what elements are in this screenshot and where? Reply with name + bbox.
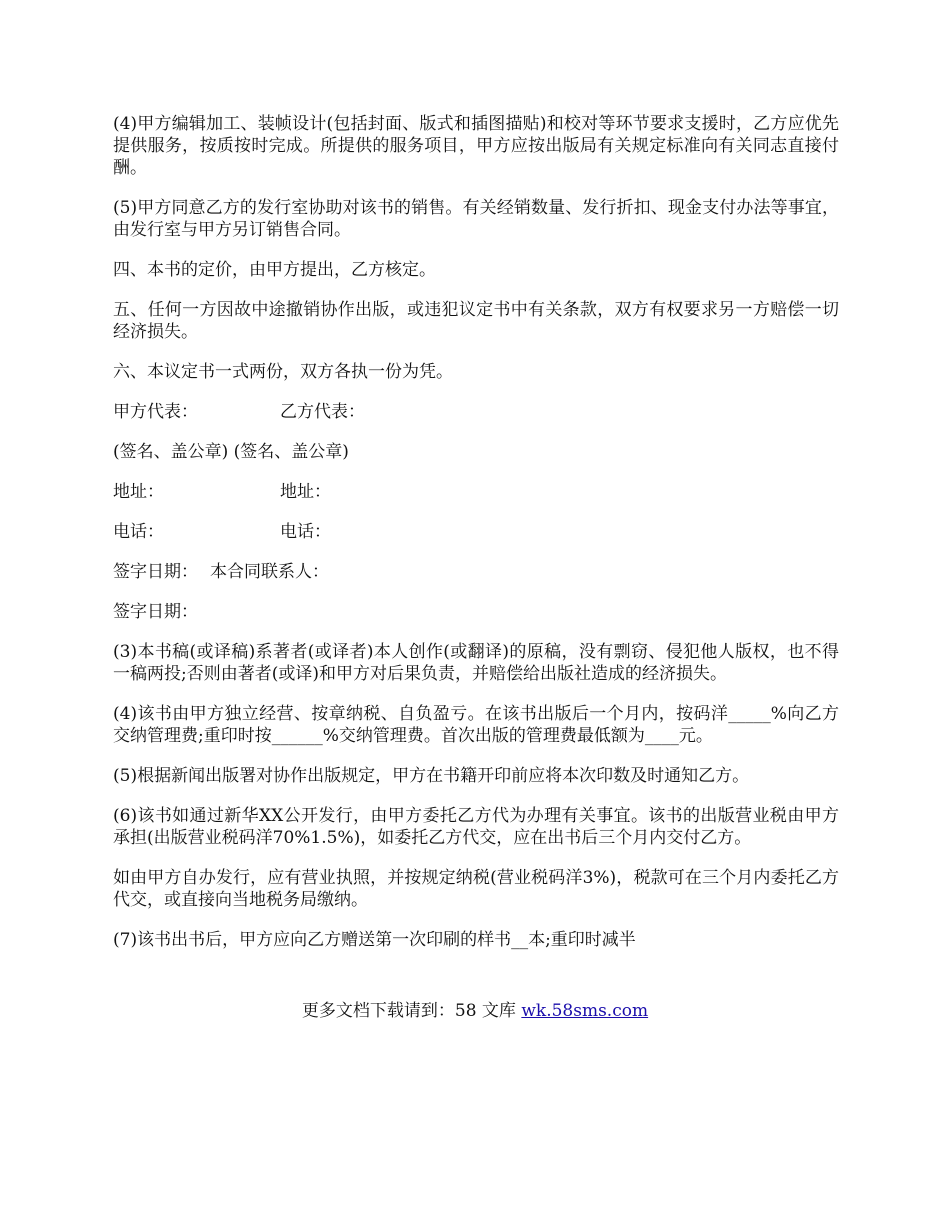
party-b-rep-label: 乙方代表： [280,402,365,422]
clause-7-sample-books: (7)该书出书后，甲方应向乙方赠送第一次印刷的样书__本;重印时减半 [113,930,636,950]
party-a-address-label: 地址： [113,482,164,502]
signature-seal-row [113,441,839,463]
party-b-address-label: 地址： [280,482,331,502]
party-a-date-label: 签字日期： [113,562,198,582]
party-a-rep-label: 甲方代表： [113,402,198,422]
signature-phone-row [113,521,839,543]
clause-4-management-fee: (4)该书由甲方独立经营、按章纳税、自负盈亏。在该书出版后一个月内，按码洋_____%向乙方交纳管理费;重印时按______%交纳管理费。首次出版的管理费最低额为____元。 [113,704,839,746]
party-b-phone-label: 电话： [280,522,331,542]
signature-date-contact-row [113,561,839,583]
party-b-seal-label: (签名、盖公章) [233,442,349,462]
clause-4-editing-support: (4)甲方编辑加工、装帧设计(包括封面、版式和插图描贴)和校对等环节要求支援时，乙方应优先提供服务，按质按时完成。所提供的服务项目，甲方应按出版局有关规定标准向有关同志直接付酬。 [113,114,839,178]
clause-5-sales-assist: (5)甲方同意乙方的发行室协助对该书的销售。有关经销数量、发行折扣、现金支付办法等事宜，由发行室与甲方另订销售合同。 [113,198,839,240]
party-a-seal-label: (签名、盖公章) [113,442,229,462]
section-5-cancellation: 五、任何一方因故中途撤销协作出版，或违犯议定书中有关条款，双方有权要求另一方赔偿一切经济损失。 [113,300,839,342]
footer [0,1000,950,1022]
section-6-copies: 六、本议定书一式两份，双方各执一份为凭。 [113,362,453,382]
party-a-phone-label: 电话： [113,522,164,542]
self-distribution-tax: 如由甲方自办发行，应有营业执照，并按规定纳税(营业税码洋3%)，税款可在三个月内委托乙方代交，或直接向当地税务局缴纳。 [113,868,839,910]
signature-representatives-row [113,401,839,423]
document-body [113,113,839,969]
clause-3-originality: (3)本书稿(或译稿)系著者(或译者)本人创作(或翻译)的原稿，没有剽窃、侵犯他人版权，也不得一稿两投;否则由著者(或译)和甲方对后果负责，并赔偿给出版社造成的经济损失。 [113,642,839,684]
signature-address-row [113,481,839,503]
signature-date-row [113,601,839,623]
footer-link[interactable]: wk.58sms.com [521,1001,649,1021]
party-b-date-label: 签字日期： [113,602,198,622]
footer-text: 更多文档下载请到：58 文库 [301,1001,522,1021]
contact-person-label: 本合同联系人： [210,562,329,582]
clause-5-print-notice: (5)根据新闻出版署对协作出版规定，甲方在书籍开印前应将本次印数及时通知乙方。 [113,766,750,786]
section-4-pricing: 四、本书的定价，由甲方提出，乙方核定。 [113,260,436,280]
clause-6-distribution-tax: (6)该书如通过新华XX公开发行，由甲方委托乙方代为办理有关事宜。该书的出版营业税由甲方承担(出版营业税码洋70%1.5%)，如委托乙方代交，应在出书后三个月内交付乙方。 [113,806,839,848]
